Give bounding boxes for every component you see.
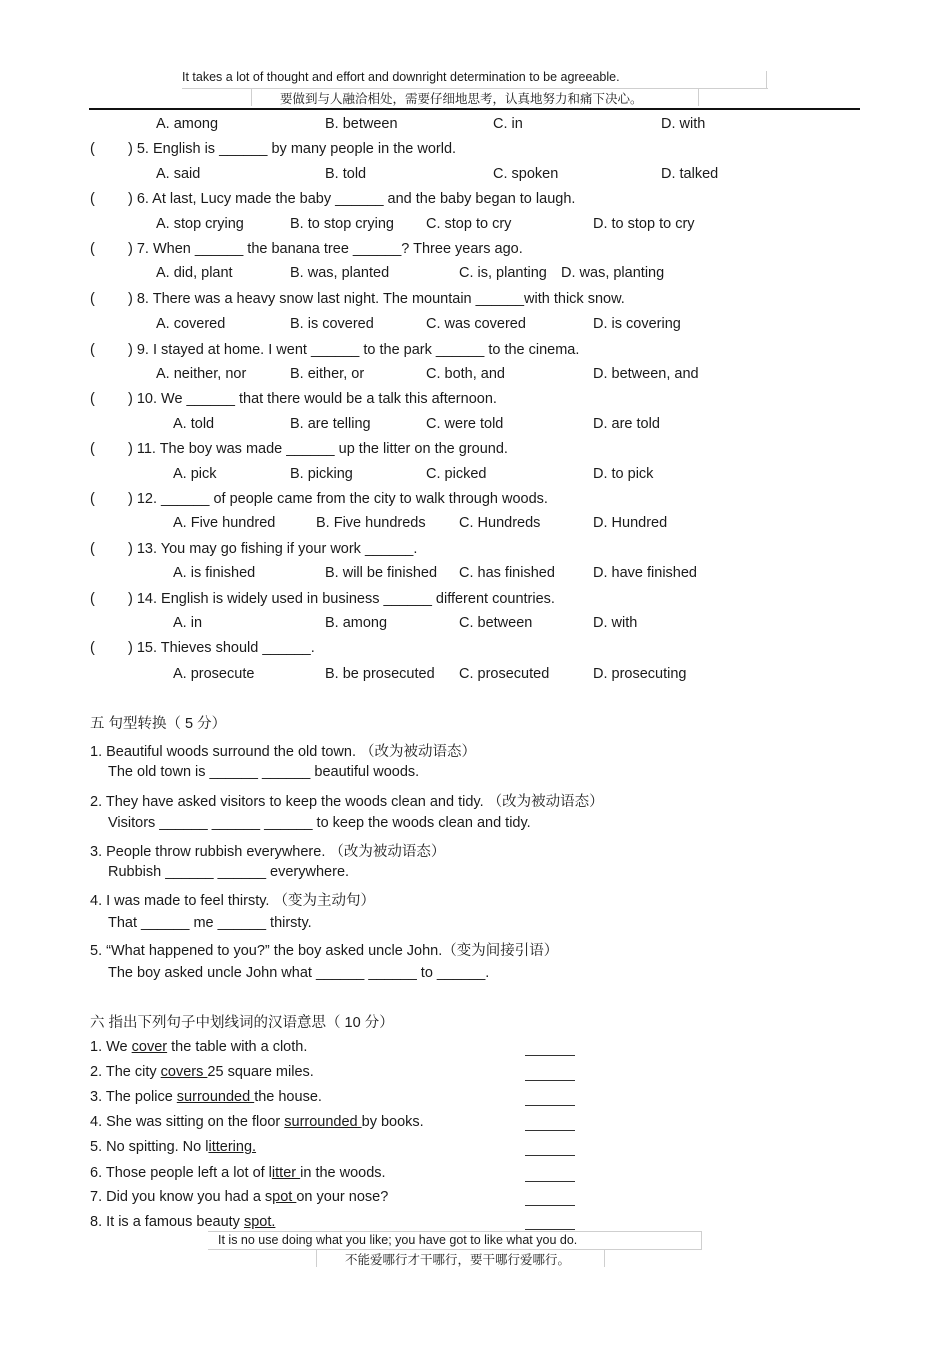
transform-answer: The boy asked uncle John what ______ ______ to ______.	[108, 965, 490, 981]
transform-answer: Visitors ______ ______ ______ to keep the woods clean and tidy.	[108, 815, 531, 831]
question-text: ) 7. When ______ the banana tree ______? Three years ago.	[128, 241, 523, 257]
answer-blank	[525, 1205, 575, 1206]
transform-answer: That ______ me ______ thirsty.	[108, 915, 312, 931]
answer-paren: (	[90, 391, 95, 407]
option: A. prosecute	[173, 666, 255, 682]
option: A. is finished	[173, 565, 256, 581]
transform-question: 4. I was made to feel thirsty. （变为主动句）	[90, 893, 375, 909]
vocab-sentence	[90, 1165, 386, 1181]
sentence-text: 8. It is a famous beauty	[90, 1214, 244, 1230]
sentence-text: the house.	[254, 1089, 322, 1105]
sentence-text: by books.	[361, 1114, 424, 1130]
option: C. picked	[426, 466, 487, 482]
option: A. neither, nor	[156, 366, 247, 382]
question-text: ) 5. English is ______ by many people in the world.	[128, 141, 457, 157]
header-english-quote: It takes a lot of thought and effort and downright determination to be agreeable.	[182, 70, 620, 84]
option: D. have finished	[593, 565, 697, 581]
vocab-sentence	[90, 1189, 388, 1205]
option: A. in	[173, 615, 203, 631]
question-text: ) 9. I stayed at home. I went ______ to the park ______ to the cinema.	[128, 342, 580, 358]
answer-blank	[525, 1130, 575, 1131]
answer-paren: (	[90, 241, 95, 257]
underlined-word: ittering.	[208, 1139, 257, 1155]
option: A. pick	[173, 466, 217, 482]
header-chinese-quote: 要做到与人融洽相处，需要仔细地思考，认真地努力和痛下决心。	[280, 92, 643, 106]
answer-paren: (	[90, 342, 95, 358]
answer-blank	[525, 1229, 575, 1230]
option: B. to stop crying	[290, 216, 394, 232]
answer-paren: (	[90, 191, 95, 207]
underlined-word: itter	[271, 1165, 301, 1181]
underlined-word: pot	[272, 1189, 297, 1205]
option: D. was, planting	[561, 265, 665, 281]
question-text: ) 6. At last, Lucy made the baby ______ and the baby began to laugh.	[128, 191, 576, 207]
transform-answer: Rubbish ______ ______ everywhere.	[108, 864, 350, 880]
footer-english-quote: It is no use doing what you like; you have got to like what you do.	[218, 1233, 578, 1247]
answer-paren: (	[90, 291, 95, 307]
option: B. are telling	[290, 416, 371, 432]
section-6-title: 六 指出下列句子中划线词的汉语意思（ 10 分）	[90, 1015, 394, 1031]
option: B. is covered	[290, 316, 374, 332]
option: D. are told	[593, 416, 660, 432]
answer-paren: (	[90, 441, 95, 457]
answer-paren: (	[90, 541, 95, 557]
sentence-text: 2. The city	[90, 1064, 161, 1080]
sentence-text: in the woods.	[300, 1165, 386, 1181]
option: B. will be finished	[325, 565, 438, 581]
option: C. between	[459, 615, 533, 631]
underlined-word: covers	[160, 1064, 208, 1080]
transform-question: 3. People throw rubbish everywhere. （改为被动语态）	[90, 844, 446, 860]
answer-blank	[525, 1181, 575, 1182]
question-text: ) 8. There was a heavy snow last night. The mountain ______with thick snow.	[128, 291, 625, 307]
option: B. either, or	[290, 366, 365, 382]
underlined-word: surrounded	[284, 1114, 362, 1130]
option: A. told	[173, 416, 215, 432]
header-box-line	[251, 88, 252, 106]
header-rule	[89, 108, 860, 110]
option: B. Five hundreds	[316, 515, 426, 531]
underlined-word: cover	[131, 1039, 168, 1055]
answer-blank	[525, 1055, 575, 1056]
option: C. is, planting	[459, 265, 547, 281]
option: C. was covered	[426, 316, 526, 332]
sentence-text: 6. Those people left a lot of l	[90, 1165, 272, 1181]
transform-question: 1. Beautiful woods surround the old town. （改为被动语态）	[90, 744, 477, 760]
option: D. Hundred	[593, 515, 668, 531]
option: A. said	[156, 166, 201, 182]
answer-paren: (	[90, 491, 95, 507]
answer-blank	[525, 1080, 575, 1081]
option: C. has finished	[459, 565, 555, 581]
question-text: ) 15. Thieves should ______.	[128, 640, 315, 656]
option: D. with	[593, 615, 638, 631]
option: A. among	[156, 116, 219, 132]
option: D. prosecuting	[593, 666, 687, 682]
footer-box-line	[208, 1231, 702, 1232]
section-5-title: 五 句型转换（ 5 分）	[90, 716, 227, 732]
option: C. in	[493, 116, 523, 132]
option: D. talked	[661, 166, 719, 182]
sentence-text: 4. She was sitting on the floor	[90, 1114, 285, 1130]
underlined-word: surrounded	[176, 1089, 255, 1105]
option: B. between	[325, 116, 398, 132]
question-text: ) 12. ______ of people came from the city to walk through woods.	[128, 491, 548, 507]
option: B. was, planted	[290, 265, 390, 281]
option: C. both, and	[426, 366, 505, 382]
option: C. Hundreds	[459, 515, 541, 531]
sentence-text: 25 square miles.	[207, 1064, 314, 1080]
option: D. is covering	[593, 316, 681, 332]
vocab-sentence	[90, 1064, 314, 1080]
sentence-text: 1. We	[90, 1039, 132, 1055]
option: D. with	[661, 116, 706, 132]
option: D. between, and	[593, 366, 699, 382]
answer-paren: (	[90, 141, 95, 157]
answer-paren: (	[90, 640, 95, 656]
vocab-sentence	[90, 1039, 307, 1055]
vocab-sentence	[90, 1139, 256, 1155]
option: B. told	[325, 166, 367, 182]
header-box-line	[698, 88, 699, 106]
sentence-text: 7. Did you know you had a s	[90, 1189, 273, 1205]
transform-answer: The old town is ______ ______ beautiful woods.	[108, 764, 420, 780]
sentence-text: 3. The police	[90, 1089, 177, 1105]
option: C. stop to cry	[426, 216, 512, 232]
answer-paren: (	[90, 591, 95, 607]
footer-box-line	[604, 1249, 605, 1267]
option: C. spoken	[493, 166, 559, 182]
option: A. covered	[156, 316, 226, 332]
question-text: ) 14. English is widely used in business ______ different countries.	[128, 591, 555, 607]
option: C. were told	[426, 416, 504, 432]
question-text: ) 10. We ______ that there would be a talk this afternoon.	[128, 391, 497, 407]
option: B. picking	[290, 466, 353, 482]
answer-blank	[525, 1155, 575, 1156]
vocab-sentence	[90, 1214, 275, 1230]
question-text: ) 11. The boy was made ______ up the litter on the ground.	[128, 441, 508, 457]
vocab-sentence	[90, 1089, 322, 1105]
option: B. be prosecuted	[325, 666, 435, 682]
sentence-text: 5. No spitting. No l	[90, 1139, 209, 1155]
option: B. among	[325, 615, 388, 631]
option: D. to pick	[593, 466, 654, 482]
option: C. prosecuted	[459, 666, 550, 682]
underlined-word: spot.	[243, 1214, 276, 1230]
answer-blank	[525, 1105, 575, 1106]
footer-chinese-quote: 不能爱哪行才干哪行，要干哪行爱哪行。	[345, 1253, 571, 1267]
vocab-sentence	[90, 1114, 424, 1130]
option: D. to stop to cry	[593, 216, 695, 232]
header-box-line	[766, 71, 767, 89]
sentence-text: the table with a cloth.	[167, 1039, 308, 1055]
option: A. did, plant	[156, 265, 233, 281]
sentence-text: on your nose?	[296, 1189, 389, 1205]
question-text: ) 13. You may go fishing if your work ______.	[128, 541, 418, 557]
option: A. Five hundred	[173, 515, 276, 531]
footer-box-line	[701, 1231, 702, 1249]
transform-question: 5. “What happened to you?” the boy asked uncle John.（变为间接引语）	[90, 943, 559, 959]
footer-box-line	[316, 1249, 317, 1267]
transform-question: 2. They have asked visitors to keep the woods clean and tidy. （改为被动语态）	[90, 794, 604, 810]
option: A. stop crying	[156, 216, 244, 232]
